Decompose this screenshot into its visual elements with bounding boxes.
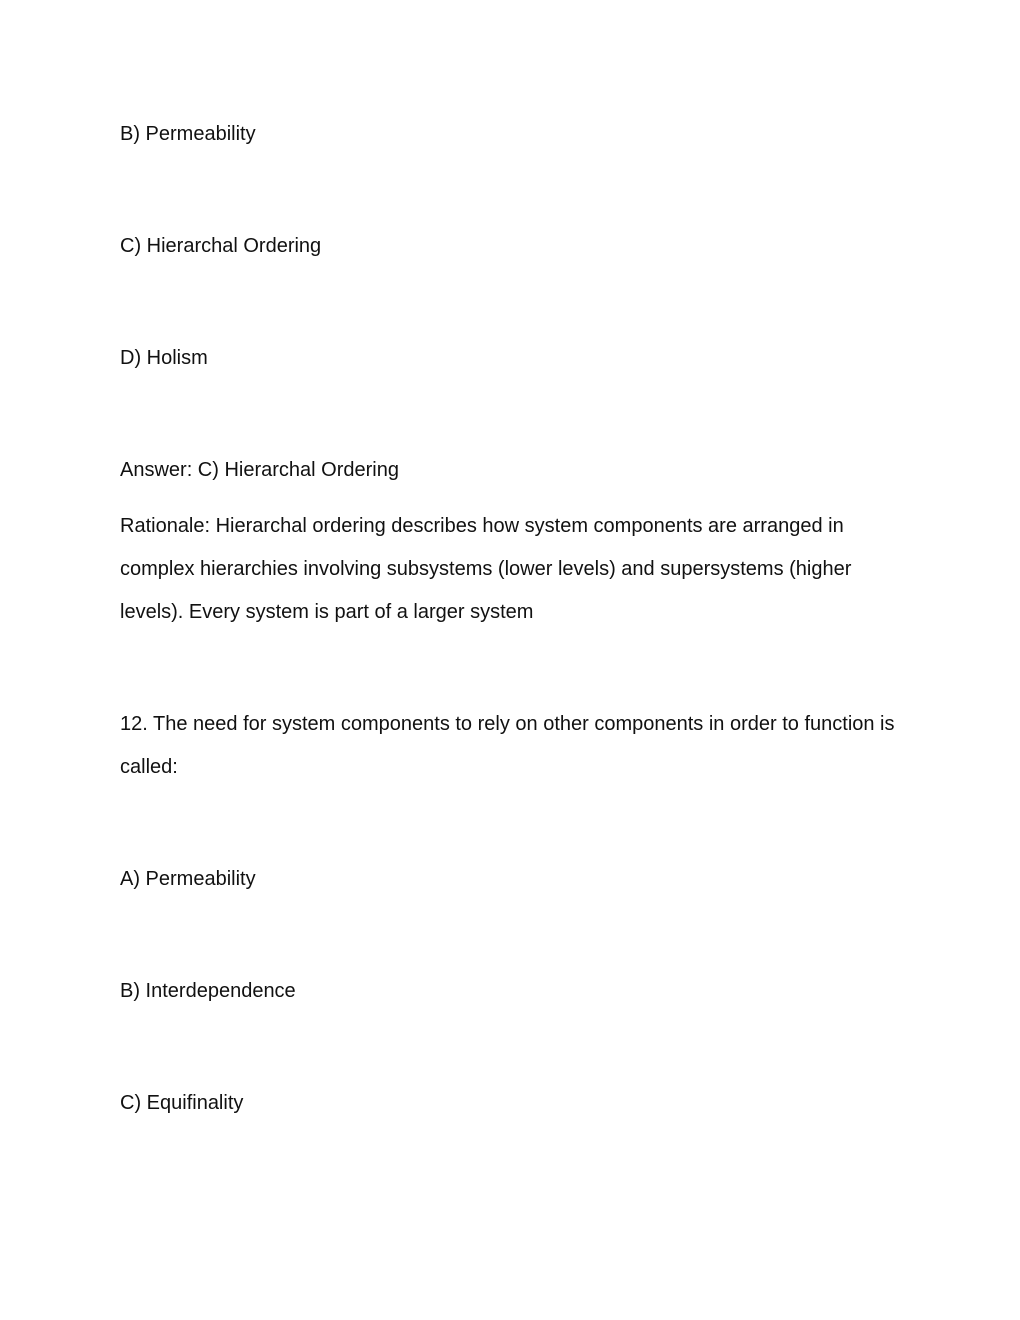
option-c-hierarchal-ordering: C) Hierarchal Ordering (120, 235, 322, 257)
q12-option-c: C) Equifinality (120, 1092, 244, 1114)
q12-option-a: A) Permeability (120, 868, 256, 890)
q12-option-b: B) Interdependence (120, 980, 296, 1002)
answer-line: Answer: C) Hierarchal Ordering (120, 459, 399, 481)
option-d-holism: D) Holism (120, 347, 208, 369)
rationale-paragraph: Rationale: Hierarchal ordering describes how system components are arranged in complex hierarchies involving subsystems (lower levels) and supersystems (higher levels). Every system is part of a larger system (120, 515, 852, 623)
option-b-permeability: B) Permeability (120, 123, 256, 145)
question-12-prompt: 12. The need for system components to rely on other components in order to function is called: (120, 713, 895, 778)
